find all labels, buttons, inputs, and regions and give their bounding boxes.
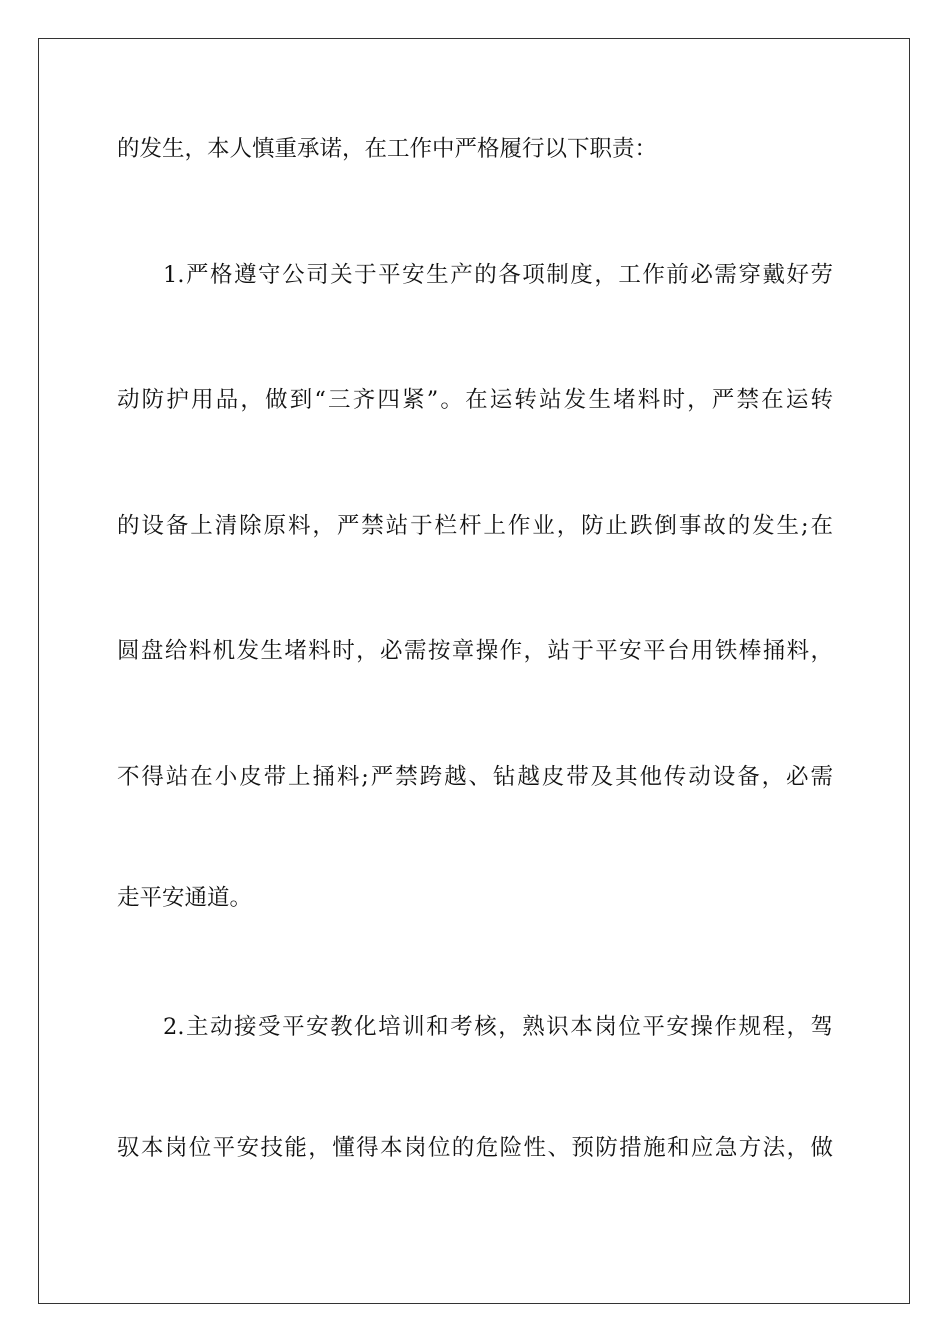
text-line: 的设备上清除原料，严禁站于栏杆上作业，防止跌倒事故的发生;在 [117,513,833,539]
text-line: 动防护用品，做到“三齐四紧”。在运转站发生堵料时，严禁在运转 [117,387,833,413]
list-item-1-line: 1.严格遵守公司关于平安生产的各项制度，工作前必需穿戴好劳 [163,262,833,288]
list-item-2-line: 2.主动接受平安教化培训和考核，熟识本岗位平安操作规程，驾 [163,1014,833,1040]
page-border [38,38,910,1304]
text-line: 不得站在小皮带上捅料;严禁跨越、钻越皮带及其他传动设备，必需 [117,764,833,790]
text-line: 驭本岗位平安技能，懂得本岗位的危险性、预防措施和应急方法，做 [117,1135,833,1161]
text-line: 圆盘给料机发生堵料时，必需按章操作，站于平安平台用铁棒捅料， [117,638,833,664]
text-line: 走平安通道。 [117,885,253,911]
text-line: 的发生，本人慎重承诺，在工作中严格履行以下职责： [117,136,658,162]
